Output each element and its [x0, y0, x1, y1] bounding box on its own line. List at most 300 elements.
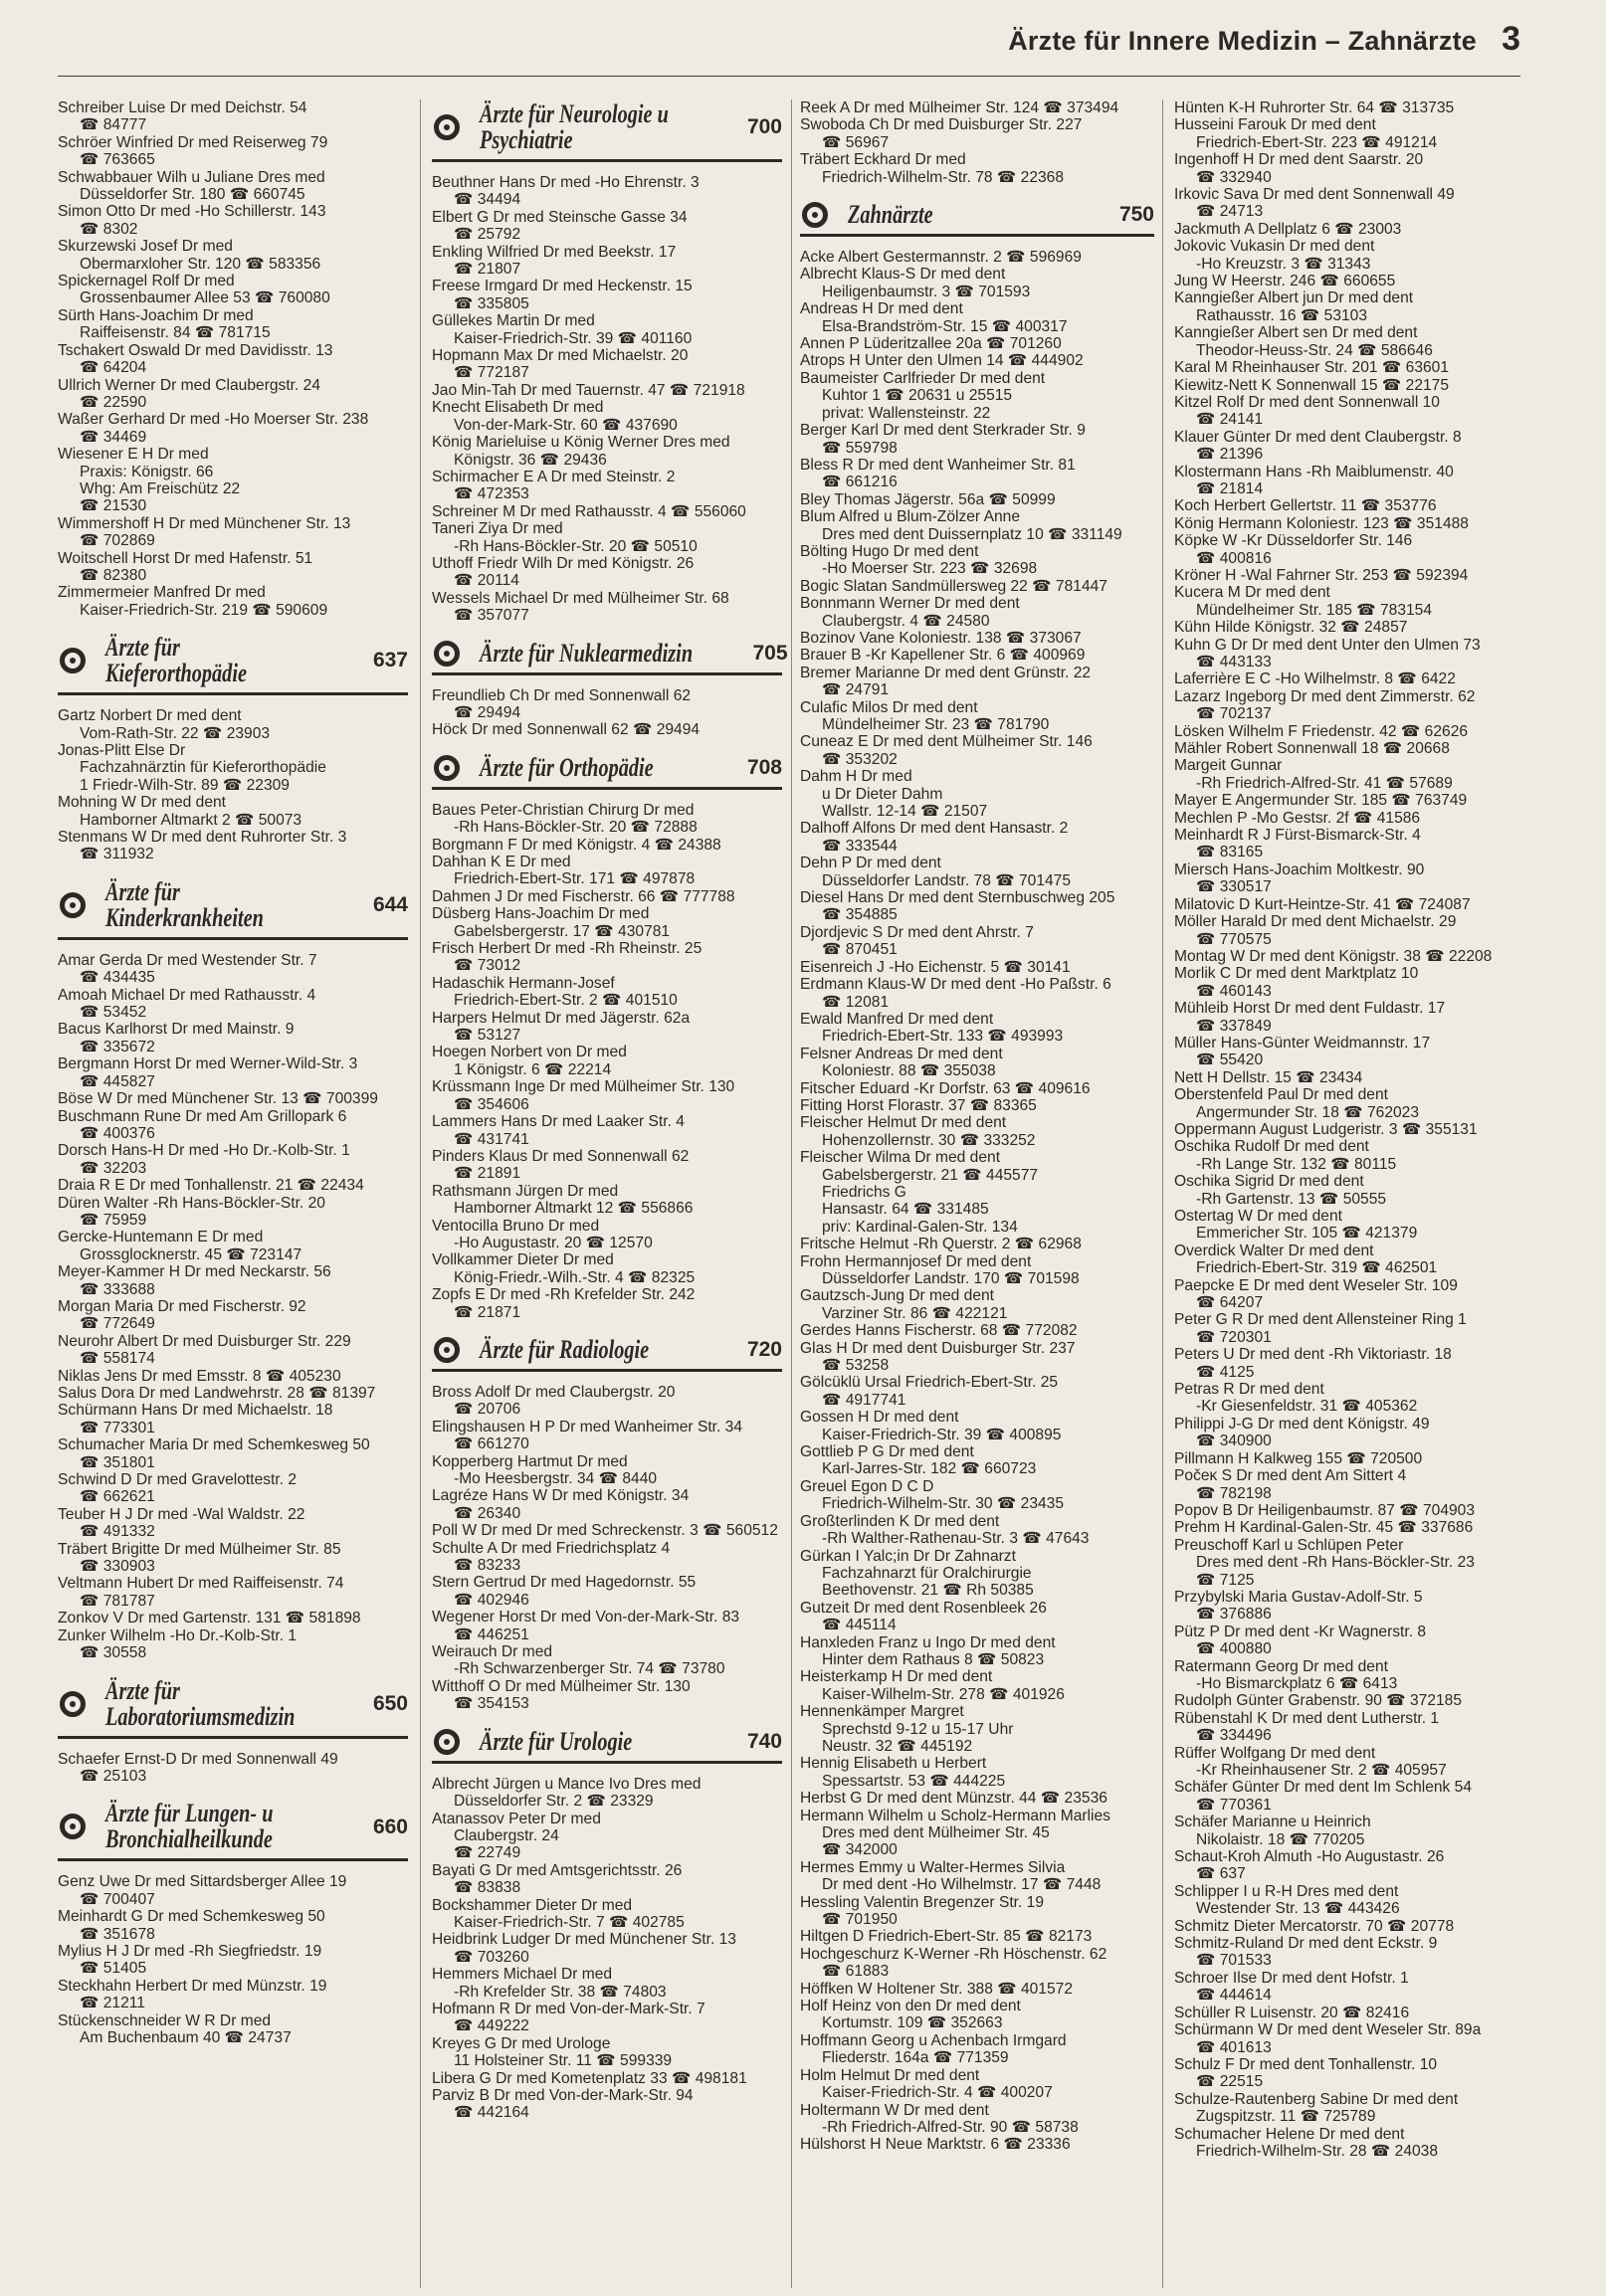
entry-detail: Emmericher Str. 105 ☎ 421379 — [1196, 1225, 1418, 1243]
entry-name: Zopfs E Dr med -Rh Krefelder Str. 242 — [432, 1286, 696, 1304]
entry-name: Gercke-Huntemann E Dr med — [58, 1229, 264, 1246]
entry-name: Jao Min-Tah Dr med Tauernstr. 47 ☎ 721918 — [432, 381, 745, 399]
entry-detail: ☎ 781787 — [80, 1592, 155, 1610]
entry-detail: ☎ 443133 — [1196, 654, 1272, 670]
entry-name: Dahm H Dr med — [800, 768, 912, 786]
entry-name: Montag W Dr med dent Königstr. 38 ☎ 22208 — [1174, 947, 1493, 965]
entry-name: Hessling Valentin Bregenzer Str. 19 — [800, 1893, 1045, 1911]
entry-name: Bacus Karlhorst Dr med Mainstr. 9 — [58, 1021, 295, 1039]
entry-name: Holm Helmut Dr med dent — [800, 2066, 980, 2084]
entry-name: Gerdes Hanns Fischerstr. 68 ☎ 772082 — [800, 1322, 1078, 1340]
entry-name: Irkovic Sava Dr med dent Sonnenwall 49 — [1174, 186, 1455, 204]
directory-continuation — [1174, 99, 1522, 2160]
entry-name: Peter G R Dr med dent Allensteiner Ring 1 — [1174, 1311, 1467, 1329]
entry-detail: ☎ 22749 — [454, 1844, 521, 1862]
entry-detail: -Rh Krefelder Str. 38 ☎ 74803 — [454, 1983, 667, 2001]
directory-section — [58, 1675, 408, 1786]
entry-name: Bergmann Horst Dr med Werner-Wild-Str. 3 — [58, 1055, 358, 1073]
entry-name: Dahmen J Dr med Fischerstr. 66 ☎ 777788 — [432, 887, 735, 905]
entry-name: Kitzel Rolf Dr med dent Sonnenwall 10 — [1174, 393, 1440, 411]
entry-name: Kiewitz-Nett K Sonnenwall 15 ☎ 22175 — [1174, 376, 1450, 394]
entry-name: Krüssmann Inge Dr med Mülheimer Str. 130 — [432, 1078, 735, 1096]
entry-name: Meyer-Kammer H Dr med Neckarstr. 56 — [58, 1263, 331, 1281]
bullseye-icon — [60, 1691, 86, 1717]
entry-detail: ☎ 720301 — [1196, 1328, 1272, 1346]
entry-name: Andreas H Dr med dent — [800, 300, 963, 318]
entry-name: Rudolph Günter Grabenstr. 90 ☎ 372185 — [1174, 1692, 1463, 1710]
directory-section — [432, 1726, 782, 2122]
entry-name: Hofmann R Dr med Von-der-Mark-Str. 7 — [432, 2000, 705, 2017]
entry-name: Mühleib Horst Dr med dent Fuldastr. 17 — [1174, 1000, 1446, 1018]
directory-section — [432, 1334, 782, 1713]
directory-section — [432, 638, 788, 739]
entry-detail: ☎ 460143 — [1196, 982, 1272, 1000]
entry-detail: Raiffeisenstr. 84 ☎ 781715 — [80, 324, 271, 342]
entry-name: Milatovic D Kurt-Heintze-Str. 41 ☎ 724087 — [1174, 895, 1471, 913]
entry-detail: ☎ 661216 — [822, 474, 898, 491]
entry-name: Fitscher Eduard -Kr Dorfstr. 63 ☎ 409616 — [800, 1079, 1091, 1097]
bullseye-icon — [60, 892, 86, 918]
entry-detail: ☎ 431741 — [454, 1130, 529, 1148]
section-code: 740 — [746, 1729, 782, 1753]
section-title-line: Bronchialheilkunde — [105, 1824, 273, 1854]
entry-detail: Vom-Rath-Str. 22 ☎ 23903 — [80, 724, 271, 742]
section-title — [480, 1334, 689, 1364]
entry-name: Tschakert Oswald Dr med Davidisstr. 13 — [58, 341, 333, 359]
entry-name: Beuthner Hans Dr med -Ho Ehrenstr. 3 — [432, 174, 700, 191]
entry-name: Schwabbauer Wilh u Juliane Dres med — [58, 168, 325, 186]
entry-detail: ☎ 442164 — [454, 2104, 529, 2122]
entry-name: Bozinov Vane Koloniestr. 138 ☎ 373067 — [800, 629, 1082, 647]
entry-name: Bockshammer Dieter Dr med — [432, 1896, 633, 1914]
entry-name: Müller Hans-Günter Weidmannstr. 17 — [1174, 1034, 1431, 1052]
entry-detail: Kaiser-Friedrich-Str. 39 ☎ 401160 — [454, 329, 693, 347]
entry-detail: ☎ 64207 — [1196, 1294, 1264, 1312]
entry-name: Draia R E Dr med Tonhallenstr. 21 ☎ 22434 — [58, 1177, 364, 1195]
entry-detail: ☎ 53127 — [454, 1027, 521, 1045]
entry-name: Poll W Dr med Dr med Schreckenstr. 3 ☎ 560512 — [432, 1522, 778, 1540]
entry-name: Heidbrink Ludger Dr med Münchener Str. 13 — [432, 1931, 736, 1949]
entry-name: Hopmann Max Dr med Michaelstr. 20 — [432, 347, 689, 365]
entry-detail: Dr med dent -Ho Wilhelmstr. 17 ☎ 7448 — [822, 1876, 1102, 1894]
entry-detail: ☎ 21211 — [80, 1995, 145, 2012]
entry-detail: ☎ 770575 — [1196, 930, 1272, 948]
entry-detail: ☎ 332940 — [1196, 168, 1272, 186]
entry-name: Oschika Sigrid Dr med dent — [1174, 1173, 1364, 1191]
entry-detail: ☎ 12081 — [822, 993, 890, 1011]
entry-name: Baues Peter-Christian Chirurg Dr med — [432, 801, 695, 819]
entry-detail: -Rh Schwarzenberger Str. 74 ☎ 73780 — [454, 1660, 725, 1678]
section-title-line: Kinderkrankheiten — [105, 902, 264, 932]
entry-detail: Friedrich-Wilhelm-Str. 28 ☎ 24038 — [1196, 2142, 1439, 2160]
entry-name: Morlik C Dr med dent Marktplatz 10 — [1174, 965, 1419, 983]
entry-detail: ☎ 337849 — [1196, 1017, 1272, 1035]
entry-name: Bogic Slatan Sandmüllersweg 22 ☎ 781447 — [800, 577, 1107, 595]
entry-name: Hiltgen D Friedrich-Ebert-Str. 85 ☎ 82173 — [800, 1928, 1093, 1946]
entry-name: Schreiber Luise Dr med Deichstr. 54 — [58, 99, 307, 116]
entry-name: Frisch Herbert Dr med -Rh Rheinstr. 25 — [432, 940, 703, 958]
entry-detail: privat: Wallensteinstr. 22 — [822, 404, 991, 422]
entry-name: Oberstenfeld Paul Dr med dent — [1174, 1086, 1388, 1104]
entry-name: Harpers Helmut Dr med Jägerstr. 62a — [432, 1009, 691, 1027]
section-header — [58, 876, 408, 940]
entry-detail: ☎ 334496 — [1196, 1727, 1272, 1745]
entry-detail: Praxis: Königstr. 66 — [80, 463, 214, 480]
entry-name: Kopperberg Hartmut Dr med — [432, 1452, 628, 1470]
entry-name: Jung W Heerstr. 246 ☎ 660655 — [1174, 273, 1396, 290]
entry-name: Borgmann F Dr med Königstr. 4 ☎ 24388 — [432, 836, 721, 854]
entry-name: Waßer Gerhard Dr med -Ho Moerser Str. 238 — [58, 411, 369, 429]
entry-detail: ☎ 83165 — [1196, 844, 1264, 861]
entry-name: Lagréze Hans W Dr med Königstr. 34 — [432, 1487, 690, 1505]
entry-name: Gölcüklü Ursal Friedrich-Ebert-Str. 25 — [800, 1374, 1059, 1392]
entry-name: Teuber H J Dr med -Wal Waldstr. 22 — [58, 1505, 305, 1523]
entry-detail: Hamborner Altmarkt 12 ☎ 556866 — [454, 1200, 694, 1218]
entry-name: Atrops H Unter den Ulmen 14 ☎ 444902 — [800, 352, 1084, 370]
entry-name: Petras R Dr med dent — [1174, 1381, 1324, 1399]
entry-name: Düsberg Hans-Joachim Dr med — [432, 905, 650, 923]
section-spacer — [432, 790, 782, 802]
column-2 — [432, 99, 788, 2288]
section-header — [432, 1334, 782, 1372]
entry-detail: ☎ 25103 — [80, 1767, 147, 1785]
entry-name: Bayati G Dr med Amtsgerichtsstr. 26 — [432, 1861, 683, 1879]
entry-name: Wimmershoff H Dr med Münchener Str. 13 — [58, 514, 351, 532]
entry-name: Düren Walter -Rh Hans-Böckler-Str. 20 — [58, 1194, 325, 1212]
entry-detail: Düsseldorfer Landstr. 78 ☎ 701475 — [822, 871, 1072, 889]
entry-name: Philippi J-G Dr med dent Königstr. 49 — [1174, 1415, 1430, 1433]
section-title-line: Ärzte für Nuklearmedizin — [480, 638, 694, 668]
entry-name: Blum Alfred u Blum-Zölzer Anne — [800, 508, 1021, 526]
entry-name: Schumacher Helene Dr med dent — [1174, 2125, 1405, 2143]
section-header — [432, 752, 782, 790]
entry-detail: ☎ 30558 — [80, 1644, 147, 1662]
entry-detail: -Rh Lange Str. 132 ☎ 80115 — [1196, 1155, 1397, 1173]
entry-detail: ☎ 84777 — [80, 116, 147, 134]
entry-name: Amar Gerda Dr med Westender Str. 7 — [58, 951, 317, 969]
entry-name: Husseini Farouk Dr med dent — [1174, 116, 1376, 134]
page-header — [58, 20, 1520, 77]
column-4 — [1174, 99, 1522, 2288]
entry-name: Hochgeschurz K-Werner -Rh Höschenstr. 62 — [800, 1945, 1107, 1963]
entry-name: Schäfer Günter Dr med dent Im Schlenk 54 — [1174, 1779, 1473, 1797]
entry-detail: ☎ 34494 — [454, 191, 521, 209]
section-title-line: Ärzte für Neurologie u — [480, 99, 669, 128]
entry-detail: ☎ 333544 — [822, 837, 898, 855]
entry-detail: Hohenzollernstr. 30 ☎ 333252 — [822, 1131, 1036, 1149]
entry-name: Dalhoff Alfons Dr med dent Hansastr. 2 — [800, 820, 1069, 838]
entry-detail: u Dr Dieter Dahm — [822, 785, 943, 803]
entry-detail: Friedrich-Ebert-Str. 319 ☎ 462501 — [1196, 1259, 1438, 1277]
entry-detail: ☎ 4917741 — [822, 1391, 906, 1409]
entry-name: Schulze-Rautenberg Sabine Dr med dent — [1174, 2090, 1459, 2108]
entry-detail: -Ho Augustastr. 20 ☎ 12570 — [454, 1234, 653, 1251]
entry-detail: ☎ 434435 — [80, 969, 155, 987]
entry-detail: ☎ 772649 — [80, 1315, 155, 1333]
section-code: 708 — [746, 756, 782, 780]
entry-detail: 1 Königstr. 6 ☎ 22214 — [454, 1060, 612, 1078]
entry-name: Zunker Wilhelm -Ho Dr.-Kolb-Str. 1 — [58, 1626, 298, 1644]
section-title-line: Ärzte für Radiologie — [480, 1334, 650, 1364]
section-spacer — [432, 1764, 782, 1776]
entry-detail: 11 Holsteiner Str. 11 ☎ 599339 — [454, 2052, 673, 2070]
section-title-line: Ärzte für Urologie — [480, 1726, 633, 1756]
entry-detail: Düsseldorfer Landstr. 170 ☎ 701598 — [822, 1270, 1080, 1287]
entry-detail: Grossglocknerstr. 45 ☎ 723147 — [80, 1245, 302, 1263]
section-spacer — [432, 1372, 782, 1384]
directory-section — [58, 635, 408, 863]
entry-name: Genz Uwe Dr med Sittardsberger Allee 19 — [58, 1873, 347, 1891]
entry-detail: ☎ 21396 — [1196, 446, 1264, 464]
page-title: Ärzte für Innere Medizin – Zahnärzte — [1008, 26, 1477, 56]
entry-detail: ☎ 21871 — [454, 1303, 521, 1321]
entry-name: Cuneaz E Dr med dent Mülheimer Str. 146 — [800, 733, 1093, 751]
entry-detail: Kortumstr. 109 ☎ 352663 — [822, 2014, 1003, 2032]
entry-name: Schürmann W Dr med dent Weseler Str. 89a — [1174, 2021, 1482, 2039]
entry-name: Jonas-Plitt Else Dr — [58, 742, 186, 759]
entry-name: Ewald Manfred Dr med dent — [800, 1010, 994, 1028]
entry-name: Kreyes G Dr med Urologe — [432, 2034, 611, 2052]
entry-detail: Mündelheimer Str. 185 ☎ 783154 — [1196, 601, 1433, 619]
entry-detail: Beethovenstr. 21 ☎ Rh 50385 — [822, 1582, 1034, 1600]
entry-name: Wegener Horst Dr med Von-der-Mark-Str. 83 — [432, 1609, 740, 1626]
entry-name: Stenmans W Dr med dent Ruhrorter Str. 3 — [58, 829, 347, 847]
entry-name: Culafic Milos Dr med dent — [800, 698, 978, 716]
entry-detail: Friedrich-Ebert-Str. 2 ☎ 401510 — [454, 992, 678, 1010]
section-title — [105, 635, 314, 686]
entry-detail: ☎ 8302 — [80, 220, 138, 238]
entry-detail: ☎ 449222 — [454, 2017, 529, 2035]
entry-name: Bölting Hugo Dr med dent — [800, 542, 979, 560]
entry-name: Kanngießer Albert jun Dr med dent — [1174, 289, 1414, 307]
entry-name: Freundlieb Ch Dr med Sonnenwall 62 — [432, 686, 692, 704]
entry-name: Klostermann Hans -Rh Maiblumenstr. 40 — [1174, 463, 1454, 480]
entry-detail: ☎ 353202 — [822, 750, 898, 768]
entry-detail: ☎ 56967 — [822, 133, 890, 151]
entry-name: Prehm H Kardinal-Galen-Str. 45 ☎ 337686 — [1174, 1519, 1474, 1537]
entry-detail: Fliederstr. 164a ☎ 771359 — [822, 2049, 1009, 2067]
entry-detail: ☎ 703260 — [454, 1948, 529, 1966]
entry-name: Djordjevic S Dr med dent Ahrstr. 7 — [800, 923, 1034, 941]
section-spacer — [58, 1739, 408, 1751]
entry-name: Enkling Wilfried Dr med Beekstr. 17 — [432, 243, 677, 261]
entry-name: Uthoff Friedr Wilh Dr med Königstr. 26 — [432, 554, 695, 572]
entry-detail: Rathausstr. 16 ☎ 53103 — [1196, 306, 1368, 324]
entry-detail: ☎ 400880 — [1196, 1640, 1272, 1658]
entry-name: Lazarz Ingeborg Dr med dent Zimmerstr. 62 — [1174, 687, 1476, 705]
entry-detail: ☎ 330517 — [1196, 878, 1272, 896]
entry-name: Fritsche Helmut -Rh Querstr. 2 ☎ 62968 — [800, 1236, 1082, 1253]
section-title — [105, 1801, 314, 1852]
entry-detail: ☎ 446251 — [454, 1626, 529, 1643]
entry-name: Mayer E Angermunder Str. 185 ☎ 763749 — [1174, 792, 1468, 810]
entry-detail: ☎ 7125 — [1196, 1571, 1255, 1589]
entry-detail: -Kr Giesenfeldstr. 31 ☎ 405362 — [1196, 1398, 1418, 1416]
section-title-line: Psychiatrie — [480, 125, 573, 154]
entry-detail: ☎ 472353 — [454, 485, 529, 503]
entry-name: Nett H Dellstr. 15 ☎ 23434 — [1174, 1068, 1363, 1086]
entry-name: Wiesener E H Dr med — [58, 446, 209, 464]
entry-detail: ☎ 701950 — [822, 1911, 898, 1929]
entry-detail: Zugspitzstr. 11 ☎ 725789 — [1196, 2108, 1376, 2126]
entry-name: Dehn P Dr med dent — [800, 855, 941, 872]
entry-name: Rathsmann Jürgen Dr med — [432, 1182, 619, 1200]
entry-name: Träbert Brigitte Dr med Mülheimer Str. 85 — [58, 1540, 341, 1558]
entry-detail: Wallstr. 12-14 ☎ 21507 — [822, 803, 988, 821]
entry-detail: ☎ 701533 — [1196, 1952, 1272, 1970]
section-header — [800, 202, 1154, 237]
section-title-line: Ärzte für Lungen- u — [105, 1799, 274, 1828]
entry-name: Schwind D Dr med Gravelottestr. 2 — [58, 1471, 298, 1489]
entry-name: Felsner Andreas Dr med dent — [800, 1045, 1003, 1062]
entry-detail: ☎ 661270 — [454, 1435, 529, 1453]
entry-name: Albrecht Klaus-S Dr med dent — [800, 266, 1006, 284]
entry-detail: ☎ 22515 — [1196, 2073, 1264, 2091]
entry-name: Eisenreich J -Ho Eichenstr. 5 ☎ 30141 — [800, 958, 1071, 976]
entry-name: Herbst G Dr med dent Münzstr. 44 ☎ 23536 — [800, 1790, 1107, 1808]
entry-detail: Friedrich-Ebert-Str. 133 ☎ 493993 — [822, 1028, 1064, 1046]
entry-name: Paepcke E Dr med dent Weseler Str. 109 — [1174, 1276, 1458, 1294]
section-title-line: Zahnärzte — [848, 200, 933, 230]
column-1 — [58, 99, 408, 2288]
entry-detail: Hansastr. 64 ☎ 331485 — [822, 1201, 989, 1219]
entry-name: Kanngießer Albert sen Dr med dent — [1174, 324, 1418, 342]
entry-detail: Friedrich-Wilhelm-Str. 30 ☎ 23435 — [822, 1495, 1065, 1513]
section-code: 650 — [372, 1691, 408, 1715]
entry-name: Greuel Egon D C D — [800, 1477, 934, 1495]
entry-name: Kuhn G Dr Dr med dent Unter den Ulmen 73 — [1174, 636, 1481, 654]
section-code: 705 — [752, 641, 788, 665]
entry-name: Stern Gertrud Dr med Hagedornstr. 55 — [432, 1574, 697, 1592]
entry-name: Hennenkämper Margret — [800, 1703, 964, 1721]
entry-name: Schulz F Dr med dent Tonhallenstr. 10 — [1174, 2055, 1438, 2073]
entry-detail: ☎ 782198 — [1196, 1484, 1272, 1502]
entry-detail: ☎ 491332 — [80, 1523, 155, 1541]
entry-detail: Von-der-Mark-Str. 60 ☎ 437690 — [454, 416, 678, 434]
section-title-line: Ärzte für Orthopädie — [480, 752, 654, 782]
entry-name: Bless R Dr med dent Wanheimer Str. 81 — [800, 456, 1076, 474]
directory-continuation — [58, 99, 408, 619]
page-number: 3 — [1502, 20, 1520, 58]
entry-name: Parviz B Dr med Von-der-Mark-Str. 94 — [432, 2087, 694, 2104]
entry-detail: ☎ 83233 — [454, 1557, 521, 1575]
section-code: 644 — [372, 893, 408, 917]
entry-detail: 1 Friedr-Wilh-Str. 89 ☎ 22309 — [80, 776, 290, 794]
entry-detail: Fachzahnarzt für Oralchirurgie — [822, 1564, 1032, 1582]
entry-name: Hülshorst H Neue Marktstr. 6 ☎ 23336 — [800, 2136, 1071, 2154]
entry-detail: ☎ 351801 — [80, 1453, 155, 1471]
entry-detail: ☎ 53258 — [822, 1357, 890, 1375]
entry-detail: ☎ 73012 — [454, 957, 521, 975]
entry-detail: Hinter dem Rathaus 8 ☎ 50823 — [822, 1650, 1045, 1668]
entry-name: Kröner H -Wal Fahrner Str. 253 ☎ 592394 — [1174, 566, 1469, 584]
entry-name: König Marieluise u König Werner Dres med — [432, 434, 730, 452]
entry-detail: ☎ 400816 — [1196, 549, 1272, 567]
entry-detail: ☎ 770361 — [1196, 1796, 1272, 1814]
entry-name: Schroer Ilse Dr med dent Hofstr. 1 — [1174, 1969, 1409, 1987]
entry-name: Erdmann Klaus-W Dr med dent -Ho Paßstr. 6 — [800, 976, 1111, 994]
entry-name: Margeit Gunnar — [1174, 757, 1283, 775]
entry-detail: ☎ 354885 — [822, 906, 898, 924]
section-header — [432, 1726, 782, 1764]
entry-name: Weirauch Dr med — [432, 1643, 553, 1661]
entry-detail: Westender Str. 13 ☎ 443426 — [1196, 1900, 1400, 1918]
entry-detail: -Rh Gartenstr. 13 ☎ 50555 — [1196, 1190, 1387, 1208]
entry-name: Bross Adolf Dr med Claubergstr. 20 — [432, 1383, 676, 1401]
entry-detail: ☎ 400376 — [80, 1124, 155, 1142]
bullseye-icon — [60, 1814, 86, 1839]
entry-name: Pinders Klaus Dr med Sonnenwall 62 — [432, 1147, 690, 1165]
entry-detail: -Rh Friedrich-Alfred-Str. 90 ☎ 58738 — [822, 2118, 1079, 2136]
entry-name: Buschmann Rune Dr med Am Grillopark 6 — [58, 1107, 347, 1125]
entry-detail: Dres med dent Duissernplatz 10 ☎ 331149 — [822, 525, 1122, 543]
section-header — [58, 635, 408, 695]
entry-detail: Dres med dent Mülheimer Str. 45 — [822, 1824, 1050, 1841]
entry-detail: Friedrichs G — [822, 1183, 906, 1201]
section-title — [848, 202, 1060, 228]
entry-name: Rüffer Wolfgang Dr med dent — [1174, 1744, 1376, 1762]
entry-detail: ☎ 558174 — [80, 1350, 155, 1368]
entry-detail: ☎ 870451 — [822, 941, 898, 959]
entry-detail: ☎ 24141 — [1196, 411, 1264, 429]
entry-detail: ☎ 637 — [1196, 1865, 1246, 1883]
entry-name: Preuschoff Karl u Schlüpen Peter — [1174, 1536, 1404, 1554]
section-title — [105, 876, 314, 932]
entry-name: Overdick Walter Dr med dent — [1174, 1242, 1374, 1259]
entry-name: Gottlieb P G Dr med dent — [800, 1443, 974, 1461]
entry-detail: Kaiser-Friedrich-Str. 7 ☎ 402785 — [454, 1913, 685, 1931]
entry-detail: Düsseldorfer Str. 2 ☎ 23329 — [454, 1793, 654, 1811]
entry-name: Koch Herbert Gellertstr. 11 ☎ 353776 — [1174, 497, 1437, 515]
entry-name: Brauer B -Kr Kapellener Str. 6 ☎ 400969 — [800, 647, 1086, 665]
entry-detail: ☎ 335672 — [80, 1038, 155, 1055]
entry-detail: Am Buchenbaum 40 ☎ 24737 — [80, 2028, 292, 2046]
column-divider — [1162, 99, 1163, 2288]
entry-detail: ☎ 445114 — [822, 1617, 897, 1634]
entry-name: Schaut-Kroh Almuth -Ho Augustastr. 26 — [1174, 1848, 1445, 1866]
section-title — [480, 752, 689, 782]
entry-name: Bremer Marianne Dr med dent Grünstr. 22 — [800, 664, 1092, 681]
entry-name: Schüller R Luisenstr. 20 ☎ 82416 — [1174, 2004, 1410, 2021]
entry-detail: priv: Kardinal-Galen-Str. 134 — [822, 1218, 1018, 1236]
entry-name: Bonnmann Werner Dr med dent — [800, 595, 1020, 613]
entry-name: Pütz P Dr med dent -Kr Wagnerstr. 8 — [1174, 1623, 1427, 1640]
entry-name: Salus Dora Dr med Landwehrstr. 28 ☎ 81397 — [58, 1385, 376, 1402]
entry-detail: ☎ 357077 — [454, 607, 529, 625]
entry-detail: ☎ 51405 — [80, 1960, 147, 1978]
entry-detail: ☎ 20114 — [454, 572, 519, 590]
entry-detail: -Rh Hans-Böckler-Str. 20 ☎ 50510 — [454, 537, 698, 555]
section-title-line: Ärzte für — [105, 633, 180, 663]
entry-name: Steckhahn Herbert Dr med Münzstr. 19 — [58, 1977, 327, 1995]
entry-detail: -Rh Friedrich-Alfred-Str. 41 ☎ 57689 — [1196, 774, 1453, 792]
entry-detail: ☎ 340900 — [1196, 1433, 1272, 1450]
entry-detail: ☎ 34469 — [80, 428, 147, 446]
section-title — [480, 638, 694, 668]
entry-detail: ☎ 330903 — [80, 1558, 155, 1576]
entry-detail: Neustr. 32 ☎ 445192 — [822, 1737, 973, 1755]
entry-detail: ☎ 4125 — [1196, 1363, 1255, 1381]
entry-detail: Nikolaistr. 18 ☎ 770205 — [1196, 1830, 1365, 1848]
entry-name: Holf Heinz von den Dr med dent — [800, 1998, 1021, 2015]
entry-detail: ☎ 702137 — [1196, 705, 1272, 723]
section-title-line: Kieferorthopädie — [105, 659, 247, 688]
entry-detail: Gabelsbergerstr. 21 ☎ 445577 — [822, 1166, 1039, 1184]
entry-name: Hennig Elisabeth u Herbert — [800, 1755, 987, 1773]
entry-name: Glas H Dr med dent Duisburger Str. 237 — [800, 1339, 1076, 1357]
entry-name: Ullrich Werner Dr med Claubergstr. 24 — [58, 376, 321, 394]
entry-detail: ☎ 24713 — [1196, 203, 1264, 221]
